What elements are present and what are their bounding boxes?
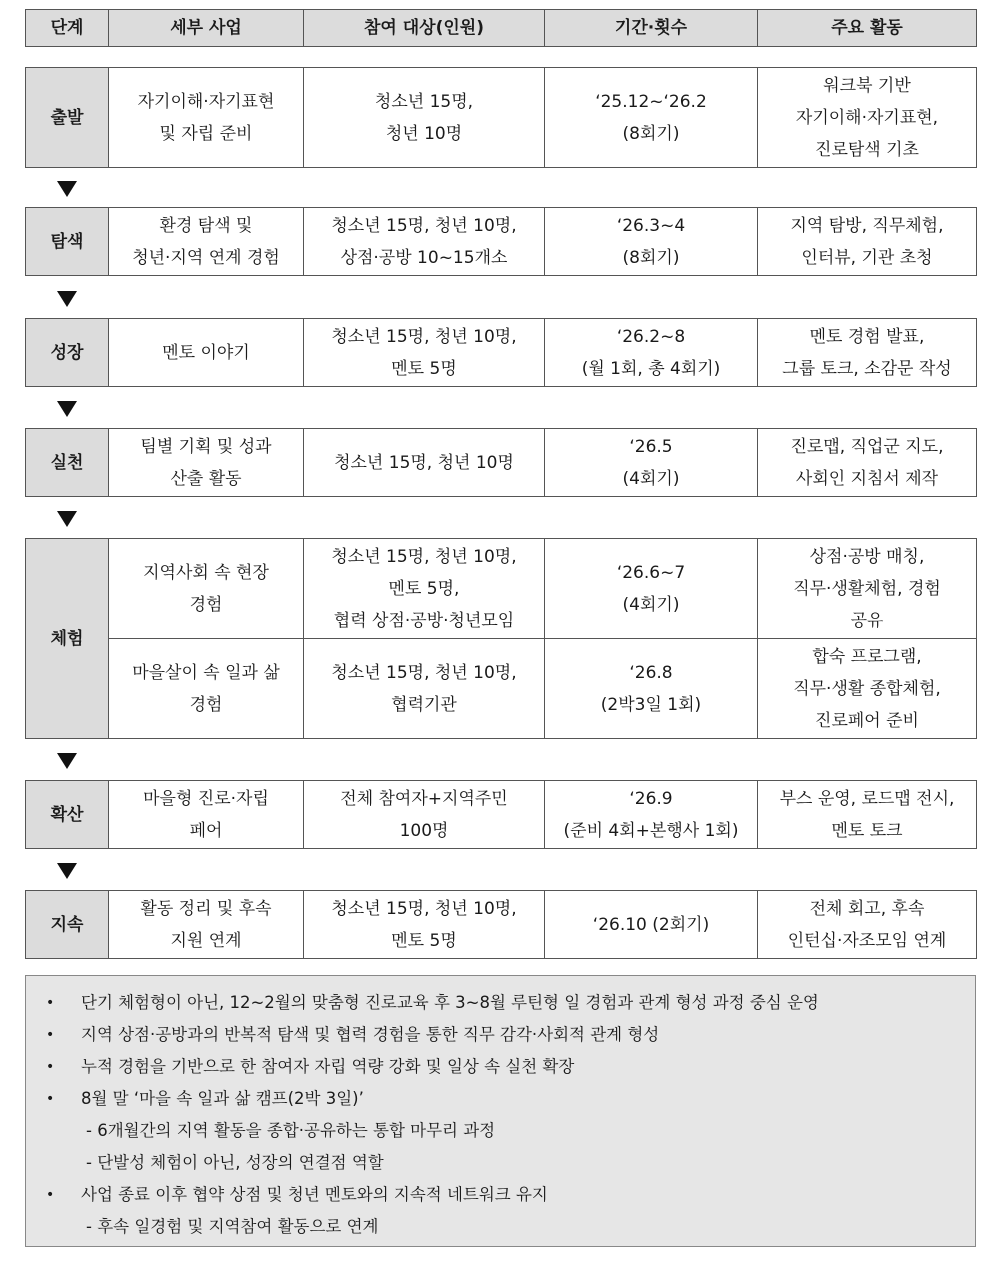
stage-table-5 [25, 780, 977, 849]
project-cell [109, 539, 304, 639]
stage-label: 체험 [26, 539, 109, 739]
target-cell-line: 전체 참여자+지역주민 [340, 788, 508, 809]
target-cell [304, 781, 545, 849]
project-cell-line: 지원 연계 [170, 930, 242, 951]
note-text: 8월 말 ‘마을 속 일과 삶 캠프(2박 3일)’ [81, 1089, 364, 1108]
target-cell [304, 208, 545, 276]
period-cell-line: ‘26.2~8 [616, 326, 686, 347]
target-cell-line: 멘토 5명, [388, 578, 460, 599]
activity-cell-line: 직무·생활체험, 경험 [793, 578, 941, 599]
note-bullet-item [40, 1019, 961, 1051]
stage-label: 지속 [26, 891, 109, 959]
table-row [26, 781, 977, 849]
project-cell [109, 319, 304, 387]
note-sub-item [40, 1211, 961, 1243]
activity-cell-line: 멘토 경험 발표, [809, 326, 925, 347]
stage-label: 성장 [26, 319, 109, 387]
project-cell-line: 활동 정리 및 후속 [140, 898, 272, 919]
target-cell-line: 멘토 5명 [391, 358, 457, 379]
project-cell [109, 639, 304, 739]
target-cell-line: 청소년 15명, 청년 10명, [331, 898, 517, 919]
project-cell-line: 경험 [189, 694, 223, 715]
period-cell-line: (준비 4회+본행사 1회) [563, 820, 739, 841]
table-row [26, 319, 977, 387]
table-row [26, 539, 977, 639]
activity-cell [758, 429, 977, 497]
stage-label: 실천 [26, 429, 109, 497]
activity-cell-line: 자기이해·자기표현, [795, 107, 939, 128]
activity-cell-line: 멘토 토크 [831, 820, 903, 841]
period-cell [545, 639, 758, 739]
activity-cell-line: 인터뷰, 기관 초청 [801, 247, 933, 268]
activity-cell [758, 68, 977, 168]
project-cell-line: 팀별 기획 및 성과 [140, 436, 272, 457]
period-cell-line: ‘26.6~7 [616, 562, 686, 583]
project-cell [109, 208, 304, 276]
activity-cell-line: 합숙 프로그램, [812, 646, 922, 667]
activity-cell-line: 공유 [850, 610, 884, 631]
note-text: - 6개월간의 지역 활동을 종합·공유하는 통합 마무리 과정 [86, 1121, 496, 1140]
period-cell-line: ‘26.10 (2회기) [592, 914, 710, 935]
note-text: 사업 종료 이후 협약 상점 및 청년 멘토와의 지속적 네트워크 유지 [81, 1185, 548, 1204]
target-cell-line: 상점·공방 10~15개소 [340, 247, 508, 268]
table-row [26, 68, 977, 168]
period-cell-line: (월 1회, 총 4회기) [581, 358, 721, 379]
bullet-icon: • [46, 1091, 55, 1107]
period-cell [545, 781, 758, 849]
down-arrow-icon [57, 291, 79, 309]
stage-table-6 [25, 890, 977, 959]
project-cell-line: 지역사회 속 현장 [143, 562, 269, 583]
period-cell-line: ‘25.12~‘26.2 [595, 91, 707, 112]
notes-box [25, 975, 976, 1247]
table-row [26, 891, 977, 959]
note-sub-item [40, 1115, 961, 1147]
down-arrow-icon [57, 401, 79, 419]
stage-table-3 [25, 428, 977, 497]
activity-cell [758, 891, 977, 959]
target-cell-line: 협력기관 [391, 694, 457, 715]
stage-table-1 [25, 207, 977, 276]
activity-cell-line: 그룹 토크, 소감문 작성 [782, 358, 952, 379]
period-cell [545, 429, 758, 497]
activity-cell [758, 781, 977, 849]
project-cell-line: 멘토 이야기 [162, 342, 250, 363]
period-cell [545, 68, 758, 168]
note-text: - 단발성 체험이 아닌, 성장의 연결점 역할 [86, 1153, 384, 1172]
target-cell-line: 청소년 15명, 청년 10명 [334, 452, 514, 473]
header-row [26, 10, 977, 47]
activity-cell [758, 208, 977, 276]
period-cell-line: (4회기) [622, 468, 680, 489]
table-row [26, 429, 977, 497]
project-cell [109, 891, 304, 959]
bullet-icon: • [46, 1187, 55, 1203]
activity-cell-line: 사회인 지침서 제작 [795, 468, 939, 489]
activity-cell-line: 부스 운영, 로드맵 전시, [779, 788, 955, 809]
period-cell-line: ‘26.8 [629, 662, 673, 683]
project-cell-line: 환경 탐색 및 [159, 215, 253, 236]
period-cell-line: (4회기) [622, 594, 680, 615]
target-cell-line: 청소년 15명, [374, 91, 474, 112]
bullet-icon: • [46, 995, 55, 1011]
note-text: 단기 체험형이 아닌, 12~2월의 맞춤형 진로교육 후 3~8월 루틴형 일 경험과 관계 형성 과정 중심 운영 [81, 993, 819, 1012]
note-bullet-item [40, 987, 961, 1019]
project-cell-line: 청년·지역 연계 경험 [132, 247, 280, 268]
down-arrow-icon [57, 753, 79, 771]
note-bullet-item [40, 1051, 961, 1083]
stage-table-2 [25, 318, 977, 387]
down-arrow-icon [57, 181, 79, 199]
project-cell [109, 68, 304, 168]
header-stage: 단계 [26, 10, 109, 47]
down-arrow-icon [57, 511, 79, 529]
activity-cell-line: 워크북 기반 [823, 75, 911, 96]
project-cell-line: 자기이해·자기표현 [137, 91, 275, 112]
stage-label: 출발 [26, 68, 109, 168]
target-cell [304, 319, 545, 387]
target-cell [304, 891, 545, 959]
target-cell-line: 청소년 15명, 청년 10명, [331, 326, 517, 347]
down-arrow-icon [57, 863, 79, 881]
project-cell-line: 산출 활동 [170, 468, 242, 489]
stage-table-4 [25, 538, 977, 739]
header-project: 세부 사업 [109, 10, 304, 47]
period-cell [545, 319, 758, 387]
header-period: 기간·횟수 [545, 10, 758, 47]
activity-cell [758, 639, 977, 739]
note-text: 누적 경험을 기반으로 한 참여자 자립 역량 강화 및 일상 속 실천 확장 [81, 1057, 575, 1076]
table-row [26, 208, 977, 276]
header-activity: 주요 활동 [758, 10, 977, 47]
activity-cell-line: 진로맵, 직업군 지도, [790, 436, 944, 457]
target-cell-line: 100명 [399, 820, 449, 841]
project-cell-line: 마을살이 속 일과 삶 [132, 662, 280, 683]
target-cell-line: 멘토 5명 [391, 930, 457, 951]
stage-label: 확산 [26, 781, 109, 849]
period-cell-line: (8회기) [622, 247, 680, 268]
project-cell-line: 페어 [189, 820, 223, 841]
period-cell-line: (2박3일 1회) [600, 694, 702, 715]
activity-cell-line: 상점·공방 매칭, [809, 546, 925, 567]
note-text: - 후속 일경험 및 지역참여 활동으로 연계 [86, 1217, 379, 1236]
project-cell-line: 경험 [189, 594, 223, 615]
stage-label: 탐색 [26, 208, 109, 276]
target-cell [304, 539, 545, 639]
project-cell-line: 마을형 진로·자립 [143, 788, 269, 809]
target-cell-line: 협력 상점·공방·청년모임 [333, 610, 515, 631]
bullet-icon: • [46, 1059, 55, 1075]
period-cell [545, 208, 758, 276]
activity-cell-line: 지역 탐방, 직무체험, [790, 215, 944, 236]
bullet-icon: • [46, 1027, 55, 1043]
target-cell [304, 639, 545, 739]
activity-cell-line: 진로페어 준비 [815, 710, 919, 731]
note-text: 지역 상점·공방과의 반복적 탐색 및 협력 경험을 통한 직무 감각·사회적 관계 형성 [81, 1025, 660, 1044]
target-cell [304, 429, 545, 497]
period-cell-line: ‘26.5 [629, 436, 673, 457]
period-cell-line: ‘26.3~4 [616, 215, 686, 236]
activity-cell [758, 539, 977, 639]
activity-cell-line: 직무·생활 종합체험, [793, 678, 941, 699]
target-cell [304, 68, 545, 168]
target-cell-line: 청소년 15명, 청년 10명, [331, 662, 517, 683]
target-cell-line: 청소년 15명, 청년 10명, [331, 215, 517, 236]
note-bullet-item [40, 1179, 961, 1211]
period-cell [545, 539, 758, 639]
target-cell-line: 청년 10명 [385, 123, 463, 144]
project-cell-line: 및 자립 준비 [159, 123, 253, 144]
period-cell [545, 891, 758, 959]
table-row [26, 639, 977, 739]
activity-cell-line: 인턴십·자조모임 연계 [787, 930, 947, 951]
project-cell [109, 429, 304, 497]
activity-cell [758, 319, 977, 387]
activity-cell-line: 전체 회고, 후속 [809, 898, 925, 919]
target-cell-line: 청소년 15명, 청년 10명, [331, 546, 517, 567]
stage-table-0 [25, 67, 977, 168]
note-sub-item [40, 1147, 961, 1179]
note-bullet-item [40, 1083, 961, 1115]
project-cell [109, 781, 304, 849]
period-cell-line: ‘26.9 [629, 788, 673, 809]
activity-cell-line: 진로탐색 기초 [815, 139, 919, 160]
header-target: 참여 대상(인원) [304, 10, 545, 47]
period-cell-line: (8회기) [622, 123, 680, 144]
header-table [25, 9, 977, 47]
